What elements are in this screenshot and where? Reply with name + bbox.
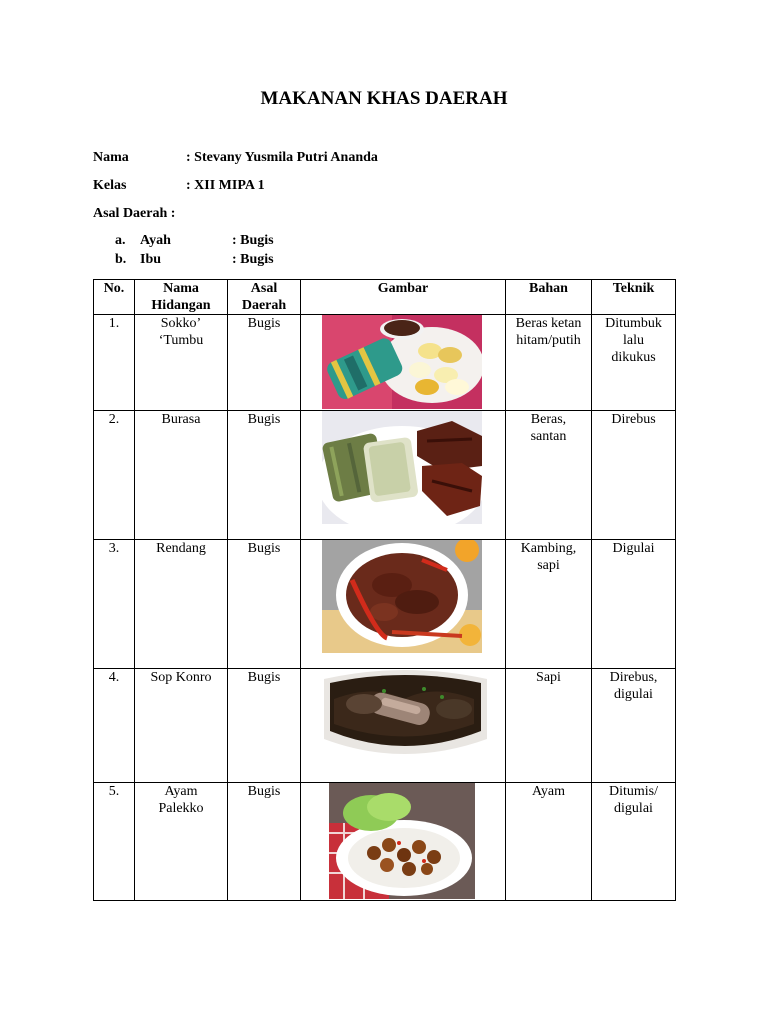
sokko-tumbu-photo bbox=[322, 315, 482, 409]
asal-daerah-label: Asal Daerah : bbox=[93, 206, 176, 221]
cell-bahan: Sapi bbox=[506, 669, 592, 783]
food-table bbox=[93, 279, 676, 901]
asal-daerah-line bbox=[93, 206, 493, 224]
ibu-value: : Bugis bbox=[232, 252, 274, 267]
nama-line bbox=[93, 150, 493, 168]
cell-asal: Bugis bbox=[228, 315, 301, 411]
rendang-photo bbox=[322, 540, 482, 653]
nama-label: Nama bbox=[93, 150, 129, 165]
cell-teknik: Ditumbuk lalu dikukus bbox=[592, 315, 676, 411]
table-row bbox=[94, 411, 676, 540]
header-asal-daerah: Asal Daerah bbox=[228, 280, 301, 315]
cell-nama: Rendang bbox=[135, 540, 228, 669]
cell-teknik: Digulai bbox=[592, 540, 676, 669]
cell-nama: Burasa bbox=[135, 411, 228, 540]
nama-value: : Stevany Yusmila Putri Ananda bbox=[186, 150, 378, 165]
cell-asal: Bugis bbox=[228, 783, 301, 901]
table-row bbox=[94, 669, 676, 783]
cell-teknik: Direbus, digulai bbox=[592, 669, 676, 783]
header-gambar: Gambar bbox=[301, 280, 506, 315]
table-row bbox=[94, 540, 676, 669]
sop-konro-photo bbox=[324, 669, 487, 765]
burasa-photo bbox=[322, 411, 482, 524]
cell-gambar bbox=[301, 783, 506, 901]
cell-nama: Ayam Palekko bbox=[135, 783, 228, 901]
kelas-value: : XII MIPA 1 bbox=[186, 178, 265, 193]
header-teknik: Teknik bbox=[592, 280, 676, 315]
cell-bahan: Beras ketan hitam/putih bbox=[506, 315, 592, 411]
cell-nama: Sokko’ ‘Tumbu bbox=[135, 315, 228, 411]
cell-teknik: Ditumis/ digulai bbox=[592, 783, 676, 901]
header-no: No. bbox=[94, 280, 135, 315]
cell-bahan: Kambing, sapi bbox=[506, 540, 592, 669]
cell-asal: Bugis bbox=[228, 540, 301, 669]
ayam-palekko-photo bbox=[329, 783, 475, 899]
cell-no: 4. bbox=[94, 669, 135, 783]
cell-gambar bbox=[301, 669, 506, 783]
cell-teknik: Direbus bbox=[592, 411, 676, 540]
kelas-line bbox=[93, 178, 493, 196]
cell-bahan: Ayam bbox=[506, 783, 592, 901]
ayah-value: : Bugis bbox=[232, 233, 274, 248]
table-header-row bbox=[94, 280, 676, 315]
kelas-label: Kelas bbox=[93, 178, 127, 193]
ibu-prefix: b. bbox=[115, 252, 127, 267]
cell-no: 3. bbox=[94, 540, 135, 669]
ayah-prefix: a. bbox=[115, 233, 126, 248]
ayah-line bbox=[115, 233, 415, 251]
cell-gambar bbox=[301, 411, 506, 540]
cell-no: 5. bbox=[94, 783, 135, 901]
cell-no: 1. bbox=[94, 315, 135, 411]
table-row bbox=[94, 315, 676, 411]
header-nama-hidangan: Nama Hidangan bbox=[135, 280, 228, 315]
ayah-label: Ayah bbox=[140, 233, 171, 248]
header-bahan: Bahan bbox=[506, 280, 592, 315]
ibu-line bbox=[115, 252, 415, 270]
ibu-label: Ibu bbox=[140, 252, 162, 267]
cell-gambar bbox=[301, 540, 506, 669]
cell-gambar bbox=[301, 315, 506, 411]
cell-bahan: Beras, santan bbox=[506, 411, 592, 540]
cell-asal: Bugis bbox=[228, 411, 301, 540]
cell-no: 2. bbox=[94, 411, 135, 540]
table-row bbox=[94, 783, 676, 901]
page-title: MAKANAN KHAS DAERAH bbox=[260, 88, 508, 109]
cell-nama: Sop Konro bbox=[135, 669, 228, 783]
cell-asal: Bugis bbox=[228, 669, 301, 783]
